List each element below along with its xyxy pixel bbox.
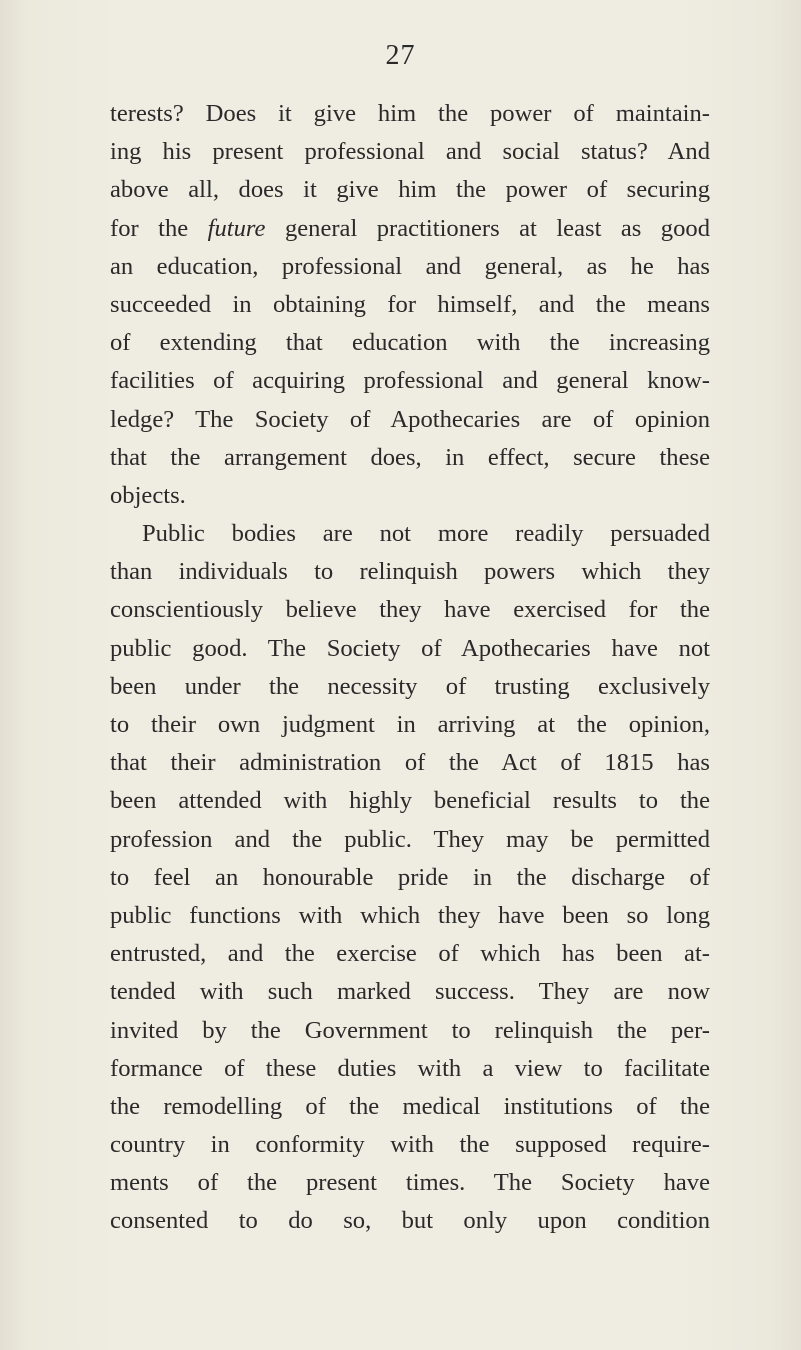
text-line: Public bodies are not more readily persuaded <box>142 520 710 548</box>
text-line: an education, professional and general, as he has <box>110 252 710 280</box>
text-line <box>110 210 710 248</box>
text-line: terests? Does it give him the power of maintain- <box>110 100 710 127</box>
text-line: than individuals to relinquish powers which they <box>110 558 710 586</box>
text-line: ledge? The Society of Apothecaries are of opinion <box>110 405 710 433</box>
text-line: succeeded in obtaining for himself, and the means <box>110 290 710 318</box>
text-line: ing his present professional and social status? And <box>110 138 710 166</box>
text-line: profession and the public. They may be permitted <box>110 825 710 853</box>
text-line: the remodelling of the medical institutions of the <box>110 1092 710 1120</box>
text-line: conscientiously believe they have exercised for the <box>110 596 710 624</box>
text-line: entrusted, and the exercise of which has been at- <box>110 940 710 968</box>
text-line: ments of the present times. The Society have <box>110 1169 710 1197</box>
text-line: above all, does it give him the power of securing <box>110 176 710 204</box>
text-line: of extending that education with the increasing <box>110 329 710 357</box>
text-line: objects. <box>110 481 186 509</box>
text-line: that their administration of the Act of 1815 has <box>110 749 710 777</box>
text-line: public good. The Society of Apothecaries have not <box>110 634 710 662</box>
text-segment: for the <box>110 214 208 242</box>
body-text <box>110 95 710 1241</box>
text-line: been under the necessity of trusting exclusively <box>110 672 710 700</box>
text-line: formance of these duties with a view to facilitate <box>110 1054 710 1082</box>
text-line: to their own judgment in arriving at the opinion, <box>110 711 710 738</box>
text-line: been attended with highly beneficial results to the <box>110 787 710 815</box>
text-line: that the arrangement does, in effect, secure these <box>110 443 710 471</box>
text-line: public functions with which they have been so long <box>110 901 710 929</box>
text-line: facilities of acquiring professional and general know- <box>110 367 710 395</box>
text-line: invited by the Government to relinquish the per- <box>110 1016 710 1044</box>
page-number: 27 <box>385 40 416 71</box>
text-line: consented to do so, but only upon condition <box>110 1207 710 1235</box>
text-segment: general practitioners at least as good <box>265 214 710 242</box>
text-line: tended with such marked success. They are now <box>110 978 710 1006</box>
text-line: country in conformity with the supposed require- <box>110 1131 710 1159</box>
text-line: to feel an honourable pride in the discharge of <box>110 863 710 891</box>
emphasis-text: future <box>207 214 266 242</box>
